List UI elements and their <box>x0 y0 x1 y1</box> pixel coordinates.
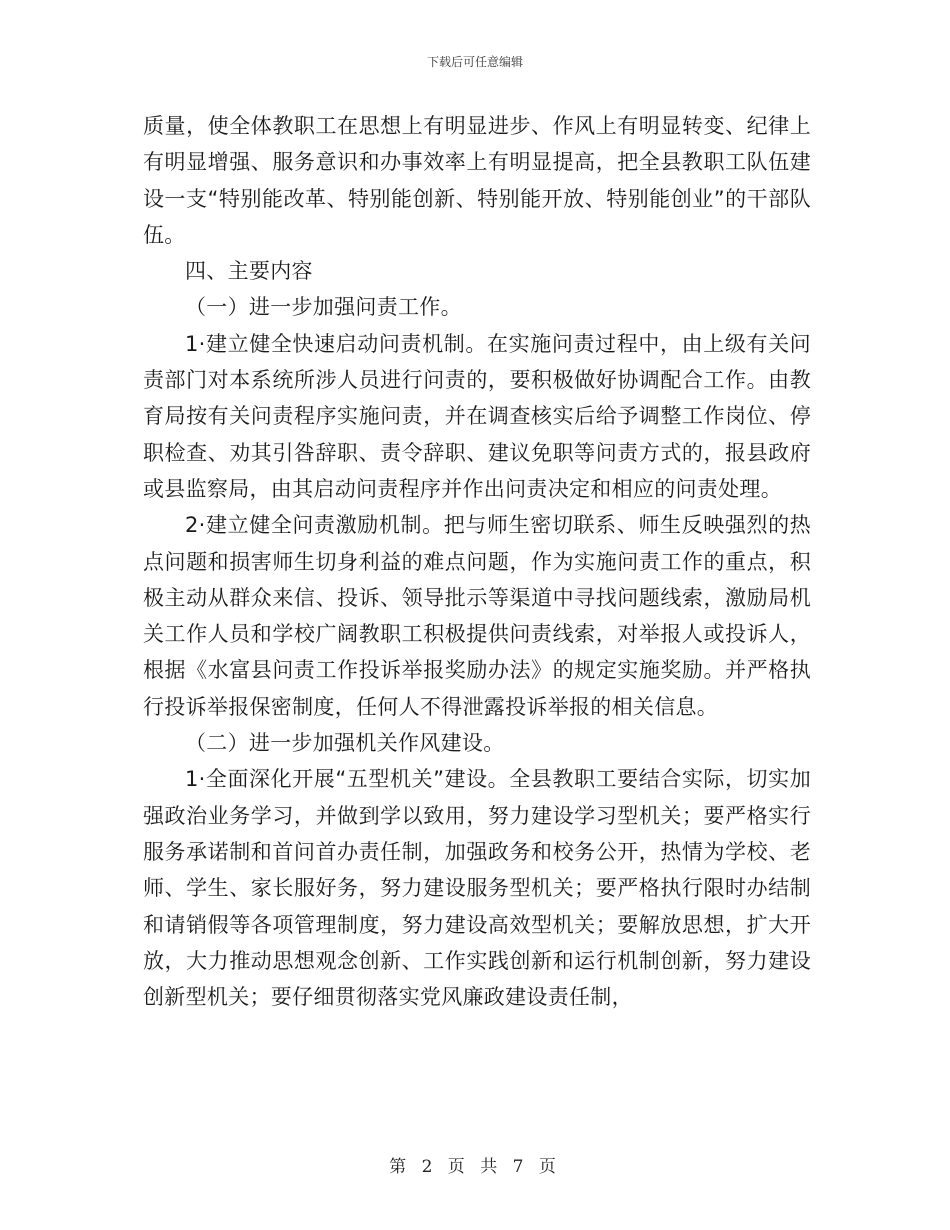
paragraph-continuation: 质量，使全体教职工在思想上有明显进步、作风上有明显转变、纪律上有明显增强、服务意识和办事效率上有明显提高，把全县教职工队伍建设一支“特别能改革、特别能创新、特别能开放、特别能创业”的干部队伍。 <box>143 114 811 247</box>
paragraph-incentive-mechanism: 2·建立健全问责激励机制。把与师生密切联系、师生反映强烈的热点问题和损害师生切身利益的难点问题，作为实施问责工作的重点，积极主动从群众来信、投诉、领导批示等渠道中寻找问题线索，激励局机关工作人员和学校广阔教职工积极提供问责线索，对举报人或投诉人，根据《水富县问责工作投诉举报奖励办法》的规定实施奖励。并严格执行投诉举报保密制度，任何人不得泄露投诉举报的相关信息。 <box>143 513 811 719</box>
subsection-heading-work-style: （二）进一步加强机关作风建设。 <box>185 731 505 756</box>
paragraph-quick-start-mechanism: 1·建立健全快速启动问责机制。在实施问责过程中，由上级有关问责部门对本系统所涉人员进行问责的，要积极做好协调配合工作。由教育局按有关问责程序实施问责，并在调查核实后给予调整工作岗位、停职检查、劝其引咎辞职、责令辞职、建议免职等问责方式的，报县政府或县监察局，由其启动问责程序并作出问责决定和相应的问责处理。 <box>143 331 811 501</box>
section-heading-main-content: 四、主要内容 <box>185 259 313 284</box>
subsection-heading-accountability: （一）进一步加强问责工作。 <box>185 295 462 320</box>
document-body <box>143 108 811 1015</box>
paragraph-five-type-organs: 1·全面深化开展“五型机关”建设。全县教职工要结合实际，切实加强政治业务学习，并做到学以致用，努力建设学习型机关；要严格实行服务承诺制和首问首办责任制，加强政务和校务公开，热情为学校、老师、学生、家长服好务，努力建设服务型机关；要严格执行限时办结制和请销假等各项管理制度，努力建设高效型机关；要解放思想，扩大开放，大力推动思想观念创新、工作实践创新和运行机制创新，努力建设创新型机关；要仔细贯彻落实党风廉政建设责任制， <box>143 767 811 1010</box>
page-number-footer: 第 2 页 共 7 页 <box>389 1157 561 1177</box>
page-header: 下载后可任意编辑 <box>426 55 523 69</box>
